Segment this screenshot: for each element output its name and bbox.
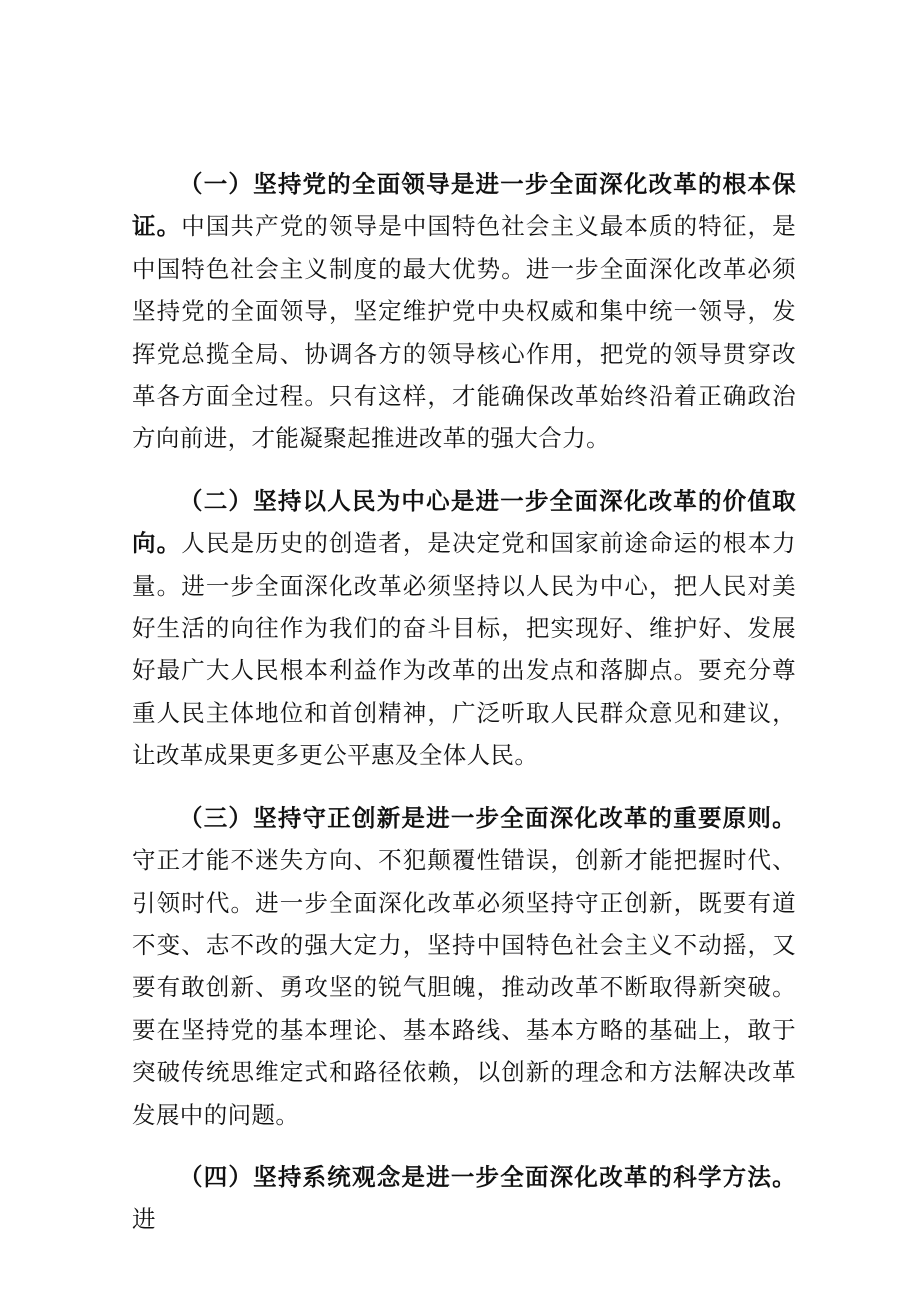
paragraph-1 <box>132 163 796 460</box>
paragraph-1-text: 中国共产党的领导是中国特色社会主义最本质的特征，是中国特色社会主义制度的最大优势。进一步全面深化改革必须坚持党的全面领导，坚定维护党中央权威和集中统一领导，发挥党总揽全局、协调各方的领导核心作用，把党的领导贯穿改革各方面全过程。只有这样，才能确保改革始终沿着正确政治方向前进，才能凝聚起推进改革的强大合力。 <box>132 212 796 453</box>
document-body <box>132 163 796 1261</box>
paragraph-3-heading: （三）坚持守正创新是进一步全面深化改革的重要原则。 <box>179 803 796 832</box>
paragraph-2-heading: （二）坚持以人民为中心是进一步全面深化改革的价值取向。 <box>132 486 796 558</box>
paragraph-1-heading: （一）坚持党的全面领导是进一步全面深化改革的根本保证。 <box>132 170 796 241</box>
paragraph-2-text: 人民是历史的创造者，是决定党和国家前途命运的根本力量。进一步全面深化改革必须坚持以人民为中心，把人民对美好生活的向往作为我们的奋斗目标，把实现好、维护好、发展好最广大人民根本利益作为改革的出发点和落脚点。要充分尊重人民主体地位和首创精神，广泛听取人民群众意见和建议，让改革成果更多更公平惠及全体人民。 <box>132 529 796 770</box>
paragraph-3 <box>132 797 796 1136</box>
paragraph-4 <box>132 1156 796 1241</box>
paragraph-2 <box>132 480 796 777</box>
paragraph-4-heading: （四）坚持系统观念是进一步全面深化改革的科学方法。 <box>179 1162 796 1191</box>
paragraph-4-text: 进 <box>132 1205 156 1234</box>
paragraph-3-text: 守正才能不迷失方向、不犯颠覆性错误，创新才能把握时代、引领时代。进一步全面深化改革必须坚持守正创新，既要有道不变、志不改的强大定力，坚持中国特色社会主义不动摇，又要有敢创新、勇攻坚的锐气胆魄，推动改革不断取得新突破。要在坚持党的基本理论、基本路线、基本方略的基础上，敢于突破传统思维定式和路径依赖，以创新的理念和方法解决改革发展中的问题。 <box>132 846 796 1129</box>
